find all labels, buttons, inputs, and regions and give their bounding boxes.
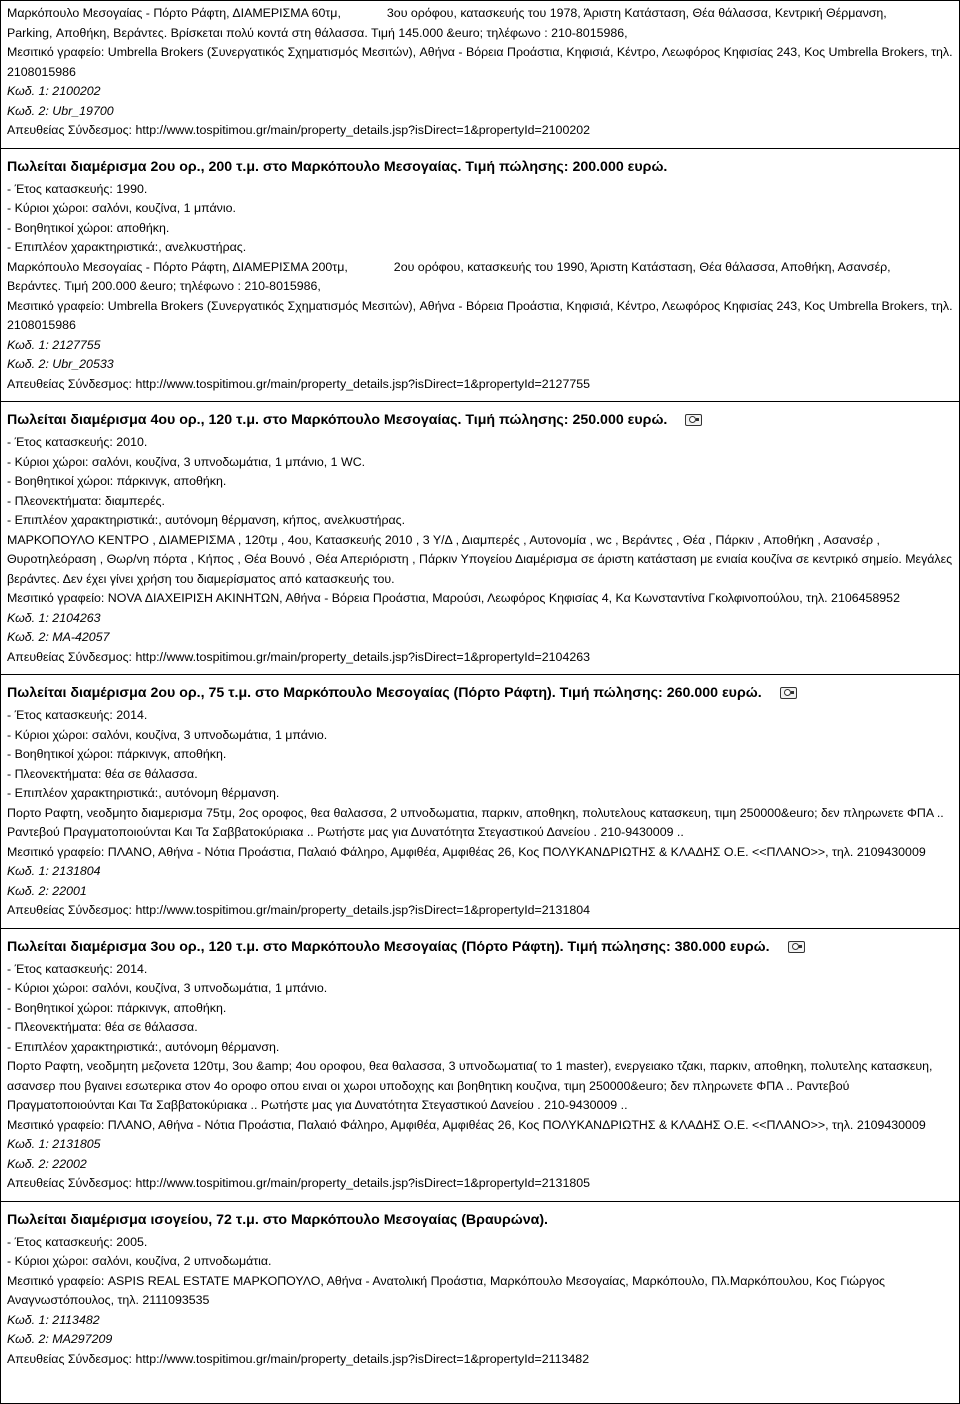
listing-description: ΜΑΡΚΟΠΟΥΛΟ ΚΕΝΤΡΟ , ΔΙΑΜΕΡΙΣΜΑ , 120τμ , 4ου, Κατασκευής 2010 , 3 Υ/Δ , Διαμπερές , Αυτονομία , wc , Βεράντες , Θέα , Πάρκιν , Αποθήκη , Ασανσέρ , Θυροτηλεόραση , Θωρ/νη πόρτα , Κήπος , Θέα Βουνό , Θέα Απεριόριστη , Πάρκιν Υπογείου Διαμέρισμα σε άριστη κατάσταση με ενιαία κουζίνα σε κεντρικό σημείο. Μεγάλες βεράντες. Δεν έχει γίνει χρήση του διαμερίσματος από κατασκευής του. [7, 532, 953, 586]
detail-features: - Επιπλέον χαρακτηριστικά:, αυτόνομη θέρμανση, κήπος, ανελκυστήρας. [7, 513, 406, 527]
listing-code1: Κωδ. 1: 2100202 [7, 84, 101, 98]
listing-agency: Μεσιτικό γραφείο: Umbrella Brokers (Συνεργατικός Σχηματισμός Μεσιτών), Αθήνα - Βόρεια Προάστια, Κηφισιά, Κέντρο, Λεωφόρος Κηφισίας 243, Κος Umbrella Brokers, τηλ. 2108015986 [7, 298, 953, 332]
detail-aux-rooms: - Βοηθητικοί χώροι: πάρκινγκ, αποθήκη. [7, 474, 227, 488]
listing-agency: Μεσιτικό γραφείο: NOVA ΔΙΑΧΕΙΡΙΣΗ ΑΚΙΝΗΤΩΝ, Αθήνα - Βόρεια Προάστια, Μαρούσι, Λεωφόρος Κηφισίας 4, Κα Κωνσταντίνα Γκολφινοπούλου, τηλ. 2106458952 [7, 591, 900, 605]
listing-agency: Μεσιτικό γραφείο: ASPIS REAL ESTATE ΜΑΡΚΟΠΟΥΛΟ, Αθήνα - Ανατολική Προάστια, Μαρκόπουλο Μεσογαίας, Μαρκόπουλο, Πλ.Μαρκόπουλου, Κος Γιώργος Αναγνωστόπουλος, τηλ. 2111093535 [7, 1273, 886, 1307]
detail-main-rooms: - Κύριοι χώροι: σαλόνι, κουζίνα, 3 υπνοδωμάτια, 1 μπάνιο, 1 WC. [7, 454, 366, 469]
detail-main-rooms: - Κύριοι χώροι: σαλόνι, κουζίνα, 3 υπνοδωμάτια, 1 μπάνιο. [7, 727, 328, 742]
listing-title[interactable]: Πωλείται διαμέρισμα 3ου ορ., 120 τ.μ. στο Μαρκόπουλο Μεσογαίας (Πόρτο Ράφτη). Τιμή πώλησης: 380.000 ευρώ. [7, 938, 953, 957]
listing-direct-link[interactable]: Απευθείας Σύνδεσμος: http://www.tospitimou.gr/main/property_details.jsp?isDirect=1&propertyId=2104263 [7, 649, 591, 664]
listing-code1: Κωδ. 1: 2131804 [7, 864, 101, 878]
listing-description: Πορτο Ραφτη, νεοδμητο διαμερισμα 75τμ, 2ος οροφος, θεα θαλασσα, 2 υπνοδωματια, παρκιν, αποθηκη, πολυτελoυς κατασκευη, τιμη 250000&euro; δεν πληρωνετε ΦΠΑ .. Ραντεβού Πραγματοποιούνται Και Τα Σαββατοκύριακα .. Ρωτήστε μας για Δυνατότητα Στεγαστικού Δανείου . 210-9430009 .. [7, 805, 944, 839]
detail-year: - Έτος κατασκευής: 2014. [7, 961, 148, 976]
detail-aux-rooms: - Βοηθητικοί χώροι: πάρκινγκ, αποθήκη. [7, 1000, 227, 1015]
detail-year: - Έτος κατασκευής: 2010. [7, 435, 148, 449]
listing-direct-link[interactable]: Απευθείας Σύνδεσμος: http://www.tospitimou.gr/main/property_details.jsp?isDirect=1&propertyId=2127755 [7, 376, 591, 391]
detail-aux-rooms: - Βοηθητικοί χώροι: αποθήκη. [7, 220, 170, 235]
listing-code2: Κωδ. 2: 22002 [7, 1156, 87, 1171]
detail-year: - Έτος κατασκευής: 2014. [7, 708, 148, 722]
listing-code2: Κωδ. 2: Ubr_20533 [7, 357, 114, 371]
detail-aux-rooms: - Βοηθητικοί χώροι: πάρκινγκ, αποθήκη. [7, 747, 227, 761]
camera-icon[interactable] [788, 941, 805, 953]
detail-main-rooms: - Κύριοι χώροι: σαλόνι, κουζίνα, 1 μπάνιο. [7, 201, 236, 215]
listing-4 [1, 684, 959, 929]
listing-description: Μαρκόπουλο Μεσογαίας - Πόρτο Ράφτη, ΔΙΑΜΕΡΙΣΜΑ 60τμ, 3ου ορόφου, κατασκευής του 1978, Άριστη Κατάσταση, Θέα θάλασσα, Κεντρική Θέρμανση, [7, 6, 887, 20]
detail-year: - Έτος κατασκευής: 2005. [7, 1234, 148, 1249]
detail-advantages: - Πλεονεκτήματα: θέα σε θάλασσα. [7, 766, 198, 781]
listing-description-cont: Βεράντες. Τιμή 200.000 &euro; τηλέφωνο : 210-8015986, [7, 279, 321, 293]
listing-code1: Κωδ. 1: 2104263 [7, 610, 101, 625]
detail-advantages: - Πλεονεκτήματα: θέα σε θάλασσα. [7, 1020, 198, 1034]
listing-code1: Κωδ. 1: 2131805 [7, 1137, 101, 1151]
listing-title[interactable]: Πωλείται διαμέρισμα 4ου ορ., 120 τ.μ. στο Μαρκόπουλο Μεσογαίας. Τιμή πώλησης: 250.000 ευρώ. [7, 411, 953, 430]
listing-code1: Κωδ. 1: 2127755 [7, 337, 101, 352]
listing-direct-link[interactable]: Απευθείας Σύνδεσμος: http://www.tospitimou.gr/main/property_details.jsp?isDirect=1&propertyId=2113482 [7, 1351, 590, 1366]
detail-features: - Επιπλέον χαρακτηριστικά:, αυτόνομη θέρμανση. [7, 786, 280, 800]
detail-features: - Επιπλέον χαρακτηριστικά:, ανελκυστήρας. [7, 240, 247, 254]
listing-agency: Μεσιτικό γραφείο: ΠΛΑΝΟ, Αθήνα - Νότια Προάστια, Παλαιό Φάληρο, Αμφιθέα, Αμφιθέας 26, Κος ΠΟΛΥΚΑΝΔΡΙΩΤΗΣ & ΚΛΑΔΗΣ Ο.Ε. <<ΠΛΑΝΟ>>, τηλ. 2109430009 [7, 844, 926, 859]
listing-code2: Κωδ. 2: Ubr_19700 [7, 103, 114, 118]
listing-title[interactable]: Πωλείται διαμέρισμα 2ου ορ., 200 τ.μ. στο Μαρκόπουλο Μεσογαίας. Τιμή πώλησης: 200.000 ευρώ. [7, 158, 668, 175]
listing-code1: Κωδ. 1: 2113482 [7, 1312, 100, 1327]
listing-3 [1, 411, 959, 675]
listing-direct-link[interactable]: Απευθείας Σύνδεσμος: http://www.tospitimou.gr/main/property_details.jsp?isDirect=1&propertyId=2131804 [7, 903, 591, 917]
listing-code2: Κωδ. 2: 22001 [7, 883, 87, 898]
listing-direct-link[interactable]: Απευθείας Σύνδεσμος: http://www.tospitimou.gr/main/property_details.jsp?isDirect=1&propertyId=2131805 [7, 1176, 591, 1190]
camera-icon[interactable] [780, 687, 797, 699]
listing-code2: Κωδ. 2: MA-42057 [7, 630, 110, 644]
listing-agency: Μεσιτικό γραφείο: ΠΛΑΝΟ, Αθήνα - Νότια Προάστια, Παλαιό Φάληρο, Αμφιθέα, Αμφιθέας 26, Κος ΠΟΛΥΚΑΝΔΡΙΩΤΗΣ & ΚΛΑΔΗΣ Ο.Ε. <<ΠΛΑΝΟ>>, τηλ. 2109430009 [7, 1117, 926, 1132]
listing-direct-link[interactable]: Απευθείας Σύνδεσμος: http://www.tospitimou.gr/main/property_details.jsp?isDirect=1&propertyId=2100202 [7, 123, 591, 137]
listing-title[interactable]: Πωλείται διαμέρισμα ισογείου, 72 τ.μ. στο Μαρκόπουλο Μεσογαίας (Βραυρώνα). [7, 1211, 548, 1228]
listing-description: Μαρκόπουλο Μεσογαίας - Πόρτο Ράφτη, ΔΙΑΜΕΡΙΣΜΑ 200τμ, 2ου ορόφου, κατασκευής του 1990, Άριστη Κατάσταση, Θέα θάλασσα, Αποθήκη, Ασανσέρ, [7, 259, 891, 274]
listing-description-cont: Parking, Αποθήκη, Βεράντες. Βρίσκεται πολύ κοντά στη θάλασσα. Τιμή 145.000 &euro; τηλέφωνο : 210-8015986, [7, 25, 628, 40]
listing-5 [1, 938, 959, 1202]
detail-features: - Επιπλέον χαρακτηριστικά:, αυτόνομη θέρμανση. [7, 1039, 280, 1054]
listing-6 [1, 1211, 959, 1374]
camera-icon[interactable] [685, 414, 702, 426]
listing-title[interactable]: Πωλείται διαμέρισμα 2ου ορ., 75 τ.μ. στο Μαρκόπουλο Μεσογαίας (Πόρτο Ράφτη). Τιμή πώλησης: 260.000 ευρώ. [7, 684, 953, 703]
detail-year: - Έτος κατασκευής: 1990. [7, 181, 148, 196]
listing-2 [1, 158, 959, 403]
detail-main-rooms: - Κύριοι χώροι: σαλόνι, κουζίνα, 2 υπνοδωμάτια. [7, 1254, 272, 1268]
listing-description: Πορτο Ραφτη, νεοδμητη μεζονετα 120τμ, 3ου &amp; 4ου οροφου, θεα θαλασσα, 3 υπνοδωματια( το 1 master), ενεργειακο τζακι, παρκιν, αποθηκη, πολυτελης κατασκευη, ασανσερ που βγαινει εσωτερικα στον 4ο οροφο οπου ειναι οι χωροι υποδοχης και βοηθητικη κουζινα, τιμη 250000&euro; δεν πληρωνετε ΦΠΑ .. Ραντεβού Πραγματοποιούνται Και Τα Σαββατοκύριακα .. Ρωτήστε μας για Δυνατότητα Στεγαστικού Δανείου . 210-9430009 .. [7, 1059, 933, 1112]
detail-main-rooms: - Κύριοι χώροι: σαλόνι, κουζίνα, 3 υπνοδωμάτια, 1 μπάνιο. [7, 981, 328, 995]
listing-1 [1, 1, 959, 149]
detail-advantages: - Πλεονεκτήματα: διαμπερές. [7, 493, 165, 508]
listing-code2: Κωδ. 2: MA297209 [7, 1332, 113, 1346]
listing-agency: Μεσιτικό γραφείο: Umbrella Brokers (Συνεργατικός Σχηματισμός Μεσιτών), Αθήνα - Βόρεια Προάστια, Κηφισιά, Κέντρο, Λεωφόρος Κηφισίας 243, Κος Umbrella Brokers, τηλ. 2108015986 [7, 45, 953, 79]
